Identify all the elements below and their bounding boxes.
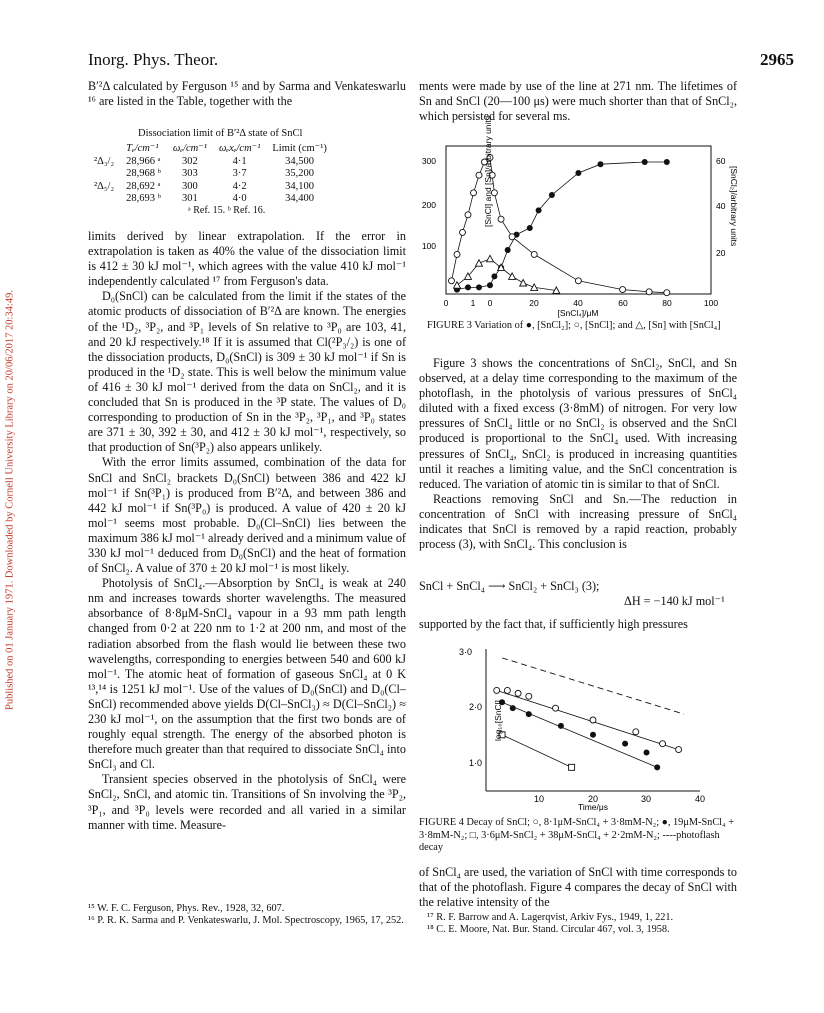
- figure-3-x-tick: 0: [487, 298, 493, 308]
- figure-3-chart: [416, 115, 741, 318]
- figure-3-data-point: [465, 212, 471, 218]
- figure-4-caption: FIGURE 4 Decay of SnCl; ○, 8·1μM-SnCl₄ + 3·8mM-N₂; ●, 19μM-SnCl₄ + 3·8mM-N₂; □, 3·6μM-SnCl₂ + 38μM-SnCl₄ + 2·2mM-N₂; ----photoflash decay: [419, 817, 735, 854]
- figure-3-series-line: [457, 259, 556, 291]
- figure-3-data-point: [598, 161, 604, 167]
- equation-3-enthalpy: ΔH = −140 kJ mol⁻¹: [624, 594, 725, 608]
- table-row: [88, 181, 333, 194]
- table-cell: 4·0: [232, 193, 247, 205]
- figure-3-data-point: [509, 273, 516, 280]
- figure-4-data-point: [504, 687, 510, 693]
- figure-3-y-tick: 200: [421, 200, 436, 210]
- left-body: [88, 229, 406, 833]
- figure-3-x-axis-label: [SnCl₄]/μM: [557, 308, 599, 318]
- figure-3-right-axis-label: [SnCl₂]/arbitrary units: [729, 166, 739, 247]
- table-cell: ²Δ₃/₂: [94, 155, 115, 167]
- figure-3-data-point: [575, 170, 581, 176]
- figure-3-data-point: [491, 273, 497, 279]
- figure-4-data-point: [644, 750, 650, 756]
- figure-4-data-point: [558, 723, 564, 729]
- figure-3-data-point: [454, 251, 460, 257]
- figure-3-y-tick: 100: [421, 241, 436, 251]
- figure-3-data-point: [536, 207, 542, 213]
- paragraph: Reactions removing SnCl and Sn.—The reduction in concentration of SnCl with increasing pressure of SnCl₄ indicates that SnCl is removed by a rapid reaction, probably process (3), with SnCl₄. This conclusion is: [419, 491, 737, 552]
- right-intro: [419, 79, 737, 124]
- figure-3-x-tick: 40: [573, 298, 583, 308]
- footnote: ¹⁵ W. F. C. Ferguson, Phys. Rev., 1928, 32, 607.: [88, 903, 285, 914]
- figure-3-y-tick: 300: [421, 156, 436, 166]
- paragraph: Figure 3 shows the concentrations of SnCl₂, SnCl, and Sn observed, at a delay time corresponding to the maximum of the photoflash, in the photolysis of various pressures of SnCl₄ diluted with a fixed excess (3·8mM) of nitrogen. For very low pressures of SnCl₄ little or no SnCl₂ is observed and the SnCl produced is proportional to the SnCl₄ used. With increasing pressures of SnCl₄, SnCl₂ is produced in increasing quantities until it reaches a limiting value, and the SnCl concentration is reduced. The variation of atomic tin is similar to that of SnCl.: [419, 356, 737, 491]
- footnote: ¹⁶ P. R. K. Sarma and P. Venkateswarlu, J. Mol. Spectroscopy, 1965, 17, 252.: [88, 915, 404, 926]
- table-cell: 35,200: [285, 168, 315, 180]
- download-watermark-text: Published on 01 January 1971. Downloaded by Cornell University Library on 20/06/2017 20:34:49.: [4, 290, 16, 710]
- figure-3-data-point: [509, 234, 515, 240]
- figure-3-data-point: [471, 190, 477, 196]
- table-cell: 302: [182, 155, 198, 167]
- figure-4-data-point: [569, 764, 575, 770]
- figure-4-fit-line: [502, 735, 572, 768]
- paragraph: Transient species observed in the photolysis of SnCl₄ were SnCl₂, SnCl, and atomic tin. Transitions of Sn involving the ³P₂, ³P₁, and ³P₀ levels were recorded and all varied in a similar manner with time. Measure-: [88, 772, 406, 832]
- figure-3-data-point: [454, 282, 461, 289]
- table-cell: 4·1: [232, 155, 247, 167]
- paragraph: With the error limits assumed, combination of the data for SnCl and SnCl₂ brackets D₀(SnCl) between 386 and 422 kJ mol⁻¹ if Sn(³P₁) is produced from B′²Δ, and between 386 and 442 kJ mol⁻¹ if Sn(³P₀) is produced. A value of 420 ± 20 kJ mol⁻¹ seems most probable. D₀(Cl–SnCl) lies between the maximum 386 kJ mol⁻¹ already derived and a minimum value of 330 kJ mol⁻¹ deduced from D₀(SnCl) and the heat of formation of SnCl₂. A value of 370 ± 20 kJ mol⁻¹ is most likely.: [88, 455, 406, 576]
- right-body: [419, 356, 737, 552]
- table-header: ωₑxₑ/cm⁻¹: [218, 143, 261, 154]
- figure-3-y2-tick: 40: [716, 201, 726, 211]
- figure-3-data-point: [549, 192, 555, 198]
- figure-4-x-tick: 40: [694, 794, 706, 804]
- figure-3-data-point: [460, 229, 466, 235]
- paragraph: D₀(SnCl) can be calculated from the limit if the states of the atomic products of dissociation of B′²Δ are known. The energies of the ¹D₂, ³P₂, and ³P₁ levels of Sn relative to ³P₀ are 103, 41, and 20 kJ respectively.¹⁸ If it is assumed that Cl(²P₃/₂) is one of the dissociation products, D₀(SnCl) is 309 ± 30 kJ mol⁻¹ if Sn is produced in the ¹D₂ state. This is well below the minimum value of 416 ± 30 kJ mol⁻¹ derived from the data on SnCl₂, and it is concluded that Sn is produced in the ³P state. The values of D₀ corresponding to production of Sn in the ³P₂, ³P₁, and ³P₀ states are 371 ± 30, 392 ± 30, and 412 ± 30 kJ mol⁻¹, respectively, so that production of Sn(³P₂) also appears unlikely.: [88, 289, 406, 455]
- table-row: [88, 156, 333, 169]
- table-header: ωₑ/cm⁻¹: [172, 143, 207, 154]
- paragraph: supported by the fact that, if sufficiently high pressures: [419, 617, 688, 631]
- figure-4-data-point: [590, 732, 596, 738]
- figure-3-data-point: [498, 216, 504, 222]
- figure-4-data-point: [676, 747, 682, 753]
- figure-3-data-point: [664, 290, 670, 296]
- figure-4-x-tick: 30: [640, 794, 652, 804]
- figure-3-data-point: [487, 282, 493, 288]
- figure-3-data-point: [531, 284, 538, 291]
- table-footnote: ᵃ Ref. 15. ᵇ Ref. 16.: [188, 205, 266, 216]
- figure-3-left-axis-label: [SnCl] and [Sn]/arbitrary units: [483, 115, 493, 227]
- figure-3-x-tick: 20: [529, 298, 539, 308]
- page-number: 2965: [760, 50, 794, 69]
- table-cell: 28,692 ᵃ: [126, 180, 161, 192]
- figure-4-y-tick: 2·0: [468, 702, 482, 712]
- paragraph: ments were made by use of the line at 271 nm. The lifetimes of Sn and SnCl (20—100 μs) were much shorter than that of SnCl₂, which persisted for several ms.: [419, 79, 737, 124]
- figure-4-chart: [458, 641, 722, 812]
- figure-3-x-tick: 1: [470, 298, 476, 308]
- footnote: ¹⁸ C. E. Moore, Nat. Bur. Stand. Circular 467, vol. 3, 1958.: [427, 924, 670, 935]
- figure-4-y-axis-label: log₁₀[SnCl]: [493, 700, 503, 741]
- table-cell: ²Δ₅/₂: [94, 180, 115, 192]
- figure-3-data-point: [664, 159, 670, 165]
- table-header: [88, 143, 120, 156]
- table-header: Limit (cm⁻¹): [272, 143, 327, 154]
- paragraph: Photolysis of SnCl₄.—Absorption by SnCl₄ is weak at 240 nm and increases towards shorter wavelengths. The measured absorbance of 8·8μM-SnCl₄ vapour in a 93 mm path length changed from 0·2 at 220 nm to 1·2 at 200 nm, and most of the radiation absorbed from the flash would lie between these two wavelengths, corresponding to energies between 540 and 600 kJ mol⁻¹. The atomic heat of formation of gaseous SnCl₄ at 0 K ¹³,¹⁴ is 1251 kJ mol⁻¹. Use of the values of D₀(SnCl) and D₀(Cl–SnCl) recommended above yields D(Cl–SnCl₃) ≈ D(Cl–SnCl₂) ≈ 230 kJ mol⁻¹, on the assumption that the first two bonds are of roughly equal strength. The energy of the absorbed photon is therefore much greater than that required to dissociate SnCl₄ into SnCl₃ and Cl.: [88, 576, 406, 772]
- table-cell: 303: [182, 168, 198, 180]
- figure-3-data-point: [476, 172, 482, 178]
- figure-3-data-point: [520, 280, 527, 287]
- table-cell: 300: [182, 180, 198, 192]
- figure-4-data-point: [590, 717, 596, 723]
- figure-4-data-point: [633, 729, 639, 735]
- figure-3-x-tick: 60: [618, 298, 628, 308]
- figure-3-data-point: [527, 225, 533, 231]
- table-cell: 34,100: [285, 180, 315, 192]
- figure-4-data-point: [660, 741, 666, 747]
- download-watermark: [2, 150, 18, 850]
- figure-3-x-tick: 100: [703, 298, 719, 308]
- figure-4-x-tick: 20: [587, 794, 599, 804]
- figure-3-data-point: [642, 159, 648, 165]
- figure-4-fit-line: [497, 690, 679, 749]
- figure-4-x-tick: 10: [533, 794, 545, 804]
- figure-4-y-tick: 1·0: [468, 758, 482, 768]
- figure-4-data-point: [622, 741, 628, 747]
- table-cell: [88, 193, 120, 206]
- figure-3-marks: [449, 155, 670, 296]
- table-cell: 28,966 ᵃ: [126, 155, 161, 167]
- table-cell: 3·7: [232, 168, 247, 180]
- figure-3-data-point: [476, 260, 483, 267]
- journal-header: Inorg. Phys. Theor.: [88, 50, 219, 69]
- figure-4-data-point: [526, 711, 532, 717]
- figure-4-photoflash-line: [502, 658, 684, 714]
- figure-3-caption: FIGURE 3 Variation of ●, [SnCl₂]; ○, [SnCl]; and △, [Sn] with [SnCl₄]: [427, 320, 721, 331]
- figure-4-data-point: [526, 693, 532, 699]
- paragraph: of SnCl₄ are used, the variation of SnCl with time corresponds to that of the photoflash. Figure 4 compares the decay of SnCl with the relative intensity of the: [419, 865, 737, 910]
- table-cell: 28,968 ᵇ: [126, 168, 161, 180]
- paragraph: limits derived by linear extrapolation. If the error in extrapolation is taken as 40% the value of the dissociation limit is 412 ± 30 kJ mol⁻¹, which agrees with the value 410 kJ mol⁻¹ independently calculated ¹⁷ from Ferguson's data.: [88, 229, 406, 289]
- figure-4-data-point: [510, 705, 516, 711]
- right-footnotes: [427, 912, 737, 936]
- table-header-row: [88, 143, 333, 156]
- figure-4-data-point: [654, 764, 660, 770]
- right-end: [419, 865, 737, 910]
- figure-3-data-point: [487, 255, 494, 261]
- table-cell: 28,693 ᵇ: [126, 193, 161, 205]
- figure-3-y2-tick: 60: [716, 156, 726, 166]
- figure-3-data-point: [449, 278, 455, 284]
- right-after-eq: [419, 617, 737, 632]
- figure-3-x-tick: 0: [443, 298, 449, 308]
- dissociation-table: [88, 143, 333, 206]
- figure-4-data-point: [553, 705, 559, 711]
- figure-4-data-point: [515, 690, 521, 696]
- left-footnotes: [88, 903, 406, 927]
- figure-3-data-point: [476, 284, 482, 290]
- left-intro: B′²Δ calculated by Ferguson ¹⁵ and by Sarma and Venkateswarlu ¹⁶ are listed in the Table, together with the: [88, 79, 406, 109]
- figure-4-x-axis-label: Time/μs: [577, 802, 609, 812]
- figure-4-data-point: [494, 687, 500, 693]
- table-cell: 34,400: [285, 193, 315, 205]
- figure-3-data-point: [531, 251, 537, 257]
- equation-3: SnCl + SnCl₄ ⟶ SnCl₂ + SnCl₃ (3);: [419, 579, 600, 593]
- footnote: ¹⁷ R. F. Barrow and A. Lagerqvist, Arkiv Fys., 1949, 1, 221.: [427, 912, 674, 923]
- figure-3-data-point: [620, 287, 626, 293]
- table-header: Tₑ/cm⁻¹: [126, 143, 159, 154]
- table-cell: 34,500: [285, 155, 315, 167]
- table-caption: Dissociation limit of B′²Δ state of SnCl: [138, 128, 303, 139]
- figure-4-y-tick: 3·0: [458, 647, 472, 657]
- table-cell: 301: [182, 193, 198, 205]
- figure-3-data-point: [465, 284, 471, 290]
- left-column: [88, 79, 406, 109]
- figure-3-data-point: [505, 247, 511, 253]
- figure-4-marks: [494, 658, 684, 770]
- figure-3-x-tick: 80: [662, 298, 672, 308]
- figure-3-y2-tick: 20: [716, 248, 726, 258]
- table-cell: [88, 168, 120, 181]
- table-row: [88, 168, 333, 181]
- table-cell: 4·2: [232, 180, 247, 192]
- figure-3-data-point: [575, 278, 581, 284]
- figure-3-data-point: [646, 289, 652, 295]
